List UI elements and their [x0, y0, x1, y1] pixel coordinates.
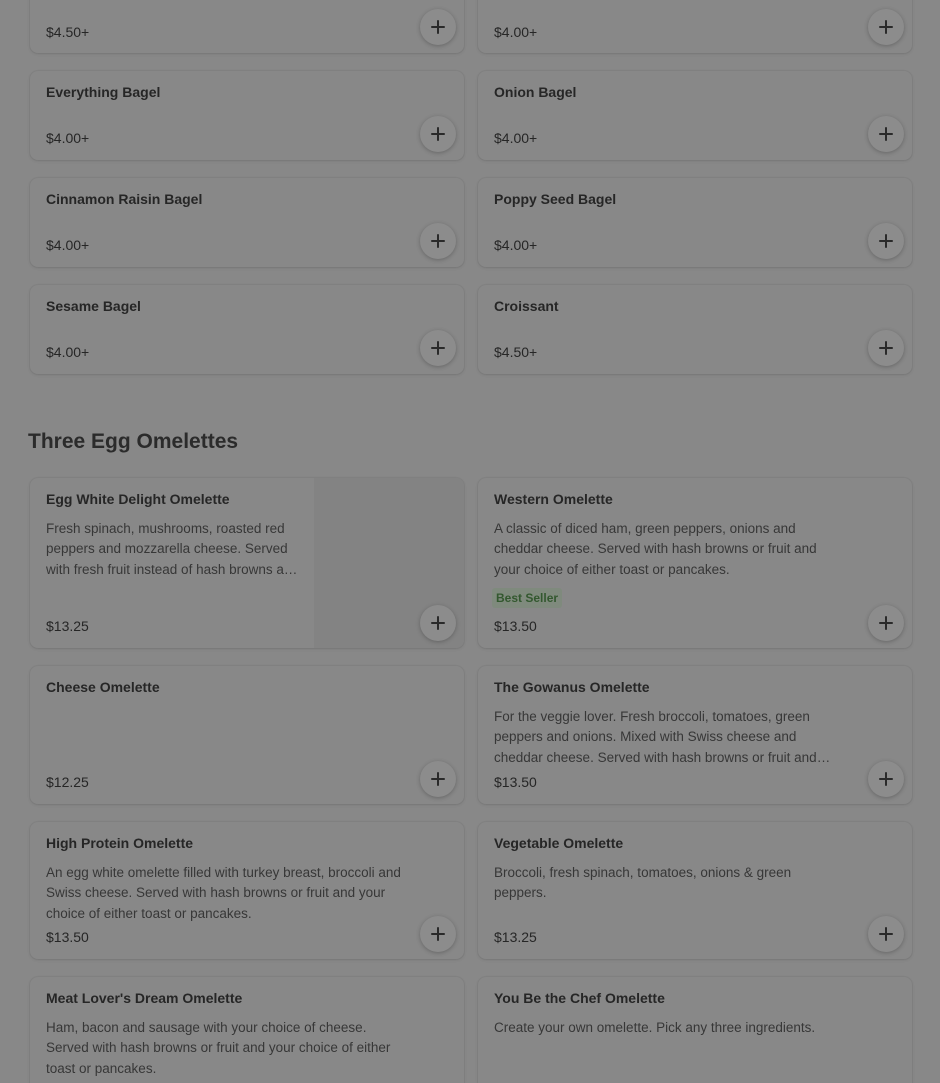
add-item-button[interactable] — [868, 761, 904, 797]
menu-item-card[interactable] — [478, 0, 912, 53]
item-description: An egg white omelette filled with turkey breast, broccoli and Swiss cheese. Served with hash browns or fruit and your choice of either toast or pancakes. — [46, 865, 401, 921]
section-title: Three Egg Omelettes — [28, 430, 239, 453]
item-name: Everything Bagel — [46, 84, 161, 100]
add-item-button[interactable] — [868, 605, 904, 641]
item-price: $12.25 — [46, 774, 89, 790]
best-seller-badge: Best Seller — [492, 588, 562, 608]
plus-icon — [431, 927, 445, 941]
plus-icon — [431, 772, 445, 786]
add-item-button[interactable] — [420, 761, 456, 797]
menu-item-card[interactable] — [30, 0, 464, 53]
item-description: Fresh spinach, mushrooms, roasted red peppers and mozzarella cheese. Served with fresh fruit instead of hash browns and — [46, 521, 299, 577]
item-description: Broccoli, fresh spinach, tomatoes, onions & green peppers. — [494, 865, 792, 901]
item-name: Western Omelette — [494, 491, 613, 507]
item-price: $13.50 — [494, 618, 537, 634]
item-name: Meat Lover's Dream Omelette — [46, 990, 243, 1006]
item-price: $4.00+ — [494, 237, 538, 253]
menu-item-card[interactable] — [478, 285, 912, 374]
plus-icon — [879, 927, 893, 941]
item-description: Ham, bacon and sausage with your choice of cheese. Served with hash browns or fruit and your choice of either toast or pancakes. — [46, 1020, 391, 1076]
add-item-button[interactable] — [420, 9, 456, 45]
plus-icon — [879, 20, 893, 34]
item-price: $4.50+ — [46, 24, 90, 40]
plus-icon — [431, 127, 445, 141]
menu-item-card[interactable] — [30, 822, 464, 959]
menu-item-card[interactable] — [30, 478, 464, 648]
item-name: The Gowanus Omelette — [494, 679, 650, 695]
add-item-button[interactable] — [420, 330, 456, 366]
menu-item-card[interactable] — [30, 285, 464, 374]
plus-icon — [879, 616, 893, 630]
item-price: $13.50 — [494, 774, 537, 790]
add-item-button[interactable] — [868, 916, 904, 952]
item-name: Onion Bagel — [494, 84, 577, 100]
item-name: Cheese Omelette — [46, 679, 160, 695]
plus-icon — [431, 234, 445, 248]
item-name: Poppy Seed Bagel — [494, 191, 617, 207]
menu-item-card[interactable] — [478, 71, 912, 160]
item-name: Croissant — [494, 298, 559, 314]
plus-icon — [431, 341, 445, 355]
menu-item-card[interactable] — [478, 977, 912, 1083]
item-description: For the veggie lover. Fresh broccoli, tomatoes, green peppers and onions. Mixed with Swiss cheese and cheddar cheese. Served with hash browns or fruit and — [494, 709, 817, 765]
item-price: $13.50 — [46, 929, 89, 945]
item-description: Create your own omelette. Pick any three ingredients. — [494, 1020, 816, 1035]
plus-icon — [431, 20, 445, 34]
item-name: High Protein Omelette — [46, 835, 194, 851]
menu-item-card[interactable] — [478, 822, 912, 959]
plus-icon — [879, 772, 893, 786]
item-description: A classic of diced ham, green peppers, onions and cheddar cheese. Served with hash browns or fruit and your choice of either toast or pancakes. — [494, 521, 817, 577]
item-price: $13.25 — [46, 618, 89, 634]
item-price: $4.00+ — [494, 24, 538, 40]
item-name: Cinnamon Raisin Bagel — [46, 191, 203, 207]
item-name: Vegetable Omelette — [494, 835, 624, 851]
menu-item-card[interactable] — [30, 178, 464, 267]
add-item-button[interactable] — [420, 605, 456, 641]
add-item-button[interactable] — [420, 916, 456, 952]
item-price: $4.00+ — [46, 344, 90, 360]
item-price: $13.25 — [494, 929, 537, 945]
plus-icon — [879, 341, 893, 355]
add-item-button[interactable] — [868, 9, 904, 45]
add-item-button[interactable] — [868, 223, 904, 259]
menu-item-card[interactable] — [30, 666, 464, 804]
menu-item-card[interactable] — [478, 478, 912, 648]
add-item-button[interactable] — [868, 330, 904, 366]
plus-icon — [431, 616, 445, 630]
item-price: $4.00+ — [46, 237, 90, 253]
plus-icon — [879, 234, 893, 248]
item-price: $4.00+ — [494, 130, 538, 146]
item-name: You Be the Chef Omelette — [494, 990, 665, 1006]
item-name: Egg White Delight Omelette — [46, 491, 230, 507]
menu-item-card[interactable] — [478, 178, 912, 267]
menu-item-card[interactable] — [30, 977, 464, 1083]
plus-icon — [879, 127, 893, 141]
menu-item-card[interactable] — [478, 666, 912, 804]
item-price: $4.00+ — [46, 130, 90, 146]
add-item-button[interactable] — [420, 223, 456, 259]
add-item-button[interactable] — [420, 116, 456, 152]
item-price: $4.50+ — [494, 344, 538, 360]
menu-item-card[interactable] — [30, 71, 464, 160]
add-item-button[interactable] — [868, 116, 904, 152]
item-name: Sesame Bagel — [46, 298, 141, 314]
